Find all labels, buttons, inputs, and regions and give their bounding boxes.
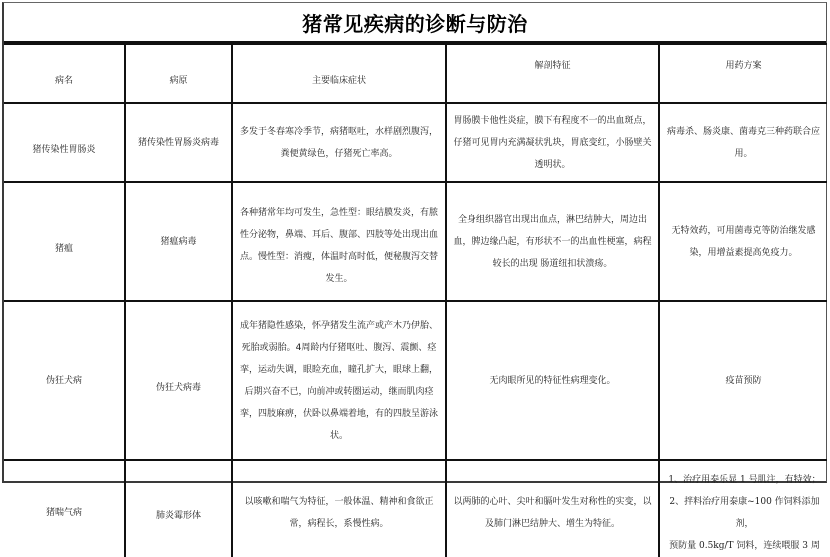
cell-symptoms: 成年猪隐性感染，怀孕猪发生流产或产木乃伊胎、死胎或弱胎。4周龄内仔猪呕吐、腹泻、震颤、痉挛，运动失调，眼睑充血，瞳孔扩大，眼球上翻，后期兴奋不已，向前冲或转圈运动，继而肌肉痉挛，四肢麻痹，伏卧以鼻端着地，有的四肢呈游泳状。 (232, 301, 446, 460)
cell-disease-name: 猪瘟 (4, 182, 125, 301)
cell-treatment: 病毒杀、肠炎康、菌毒克三种药联合应用。 (659, 103, 827, 182)
table-row (4, 103, 827, 182)
document-title: 猪常见疾病的诊断与防治 (302, 11, 528, 36)
header-name: 病名 (4, 44, 125, 103)
header-anatomy: 解剖特征 (446, 44, 659, 103)
table-row (4, 460, 827, 557)
header-pathogen: 病原 (125, 44, 232, 103)
treatment-line: 预防量 0.5kg/T 饲料，连续喂服 3 周 (669, 541, 820, 551)
cell-pathogen: 猪传染性胃肠炎病毒 (125, 103, 232, 182)
cell-anatomy: 胃肠膜卡他性炎症，膜下有程度不一的出血斑点，仔猪可见胃内充满凝状乳块，胃底变红，小肠壁关透明状。 (446, 103, 659, 182)
header-treatment: 用药方案 (659, 44, 827, 103)
cell-disease-name: 猪传染性胃肠炎 (4, 103, 125, 182)
title-row (4, 3, 826, 43)
treatment-line: 2、拌料治疗用泰康~100 作饲料添加剂， (669, 497, 820, 529)
cell-symptoms: 以咳嗽和喘气为特征，一般体温、精神和食欲正常，病程长，系慢性病。 (232, 460, 446, 557)
cell-anatomy: 无肉眼所见的特征性病理变化。 (446, 301, 659, 460)
header-symptoms: 主要临床症状 (232, 44, 446, 103)
cell-anatomy: 以两肺的心叶、尖叶和膈叶发生对称性的实变，以及肺门淋巴结肿大、增生为特征。 (446, 460, 659, 557)
cell-disease-name: 猪喘气病 (4, 460, 125, 557)
cell-symptoms: 多发于冬春寒冷季节，病猪呕吐，水样剧烈腹泻，粪便黄绿色，仔猪死亡率高。 (232, 103, 446, 182)
cell-pathogen: 肺炎霉形体 (125, 460, 232, 557)
document-sheet (2, 2, 827, 551)
cell-symptoms: 各种猪常年均可发生，急性型：眼结膜发炎，有脓性分泌物，鼻端、耳后、腹部、四肢等处出现出血点。慢性型：消瘦，体温时高时低，便秘腹泻交替发生。 (232, 182, 446, 301)
disease-table (4, 43, 827, 557)
cell-treatment (659, 460, 827, 557)
table-header-row (4, 44, 827, 103)
table-row (4, 182, 827, 301)
treatment-line: 1、治疗用泰乐显 1 号肌注，有特效； (668, 475, 821, 485)
cell-pathogen: 猪瘟病毒 (125, 182, 232, 301)
cell-pathogen: 伪狂犬病毒 (125, 301, 232, 460)
cell-disease-name: 伪狂犬病 (4, 301, 125, 460)
cell-treatment: 疫苗预防 (659, 301, 827, 460)
cell-treatment: 无特效药，可用菌毒克等防治继发感染，用增益素提高免疫力。 (659, 182, 827, 301)
table-row (4, 301, 827, 460)
cell-anatomy: 全身组织器官出现出血点，淋巴结肿大，周边出血，脾边缘凸起，有形状不一的出血性梗塞，病程较长的出现 肠道纽扣状溃疡。 (446, 182, 659, 301)
